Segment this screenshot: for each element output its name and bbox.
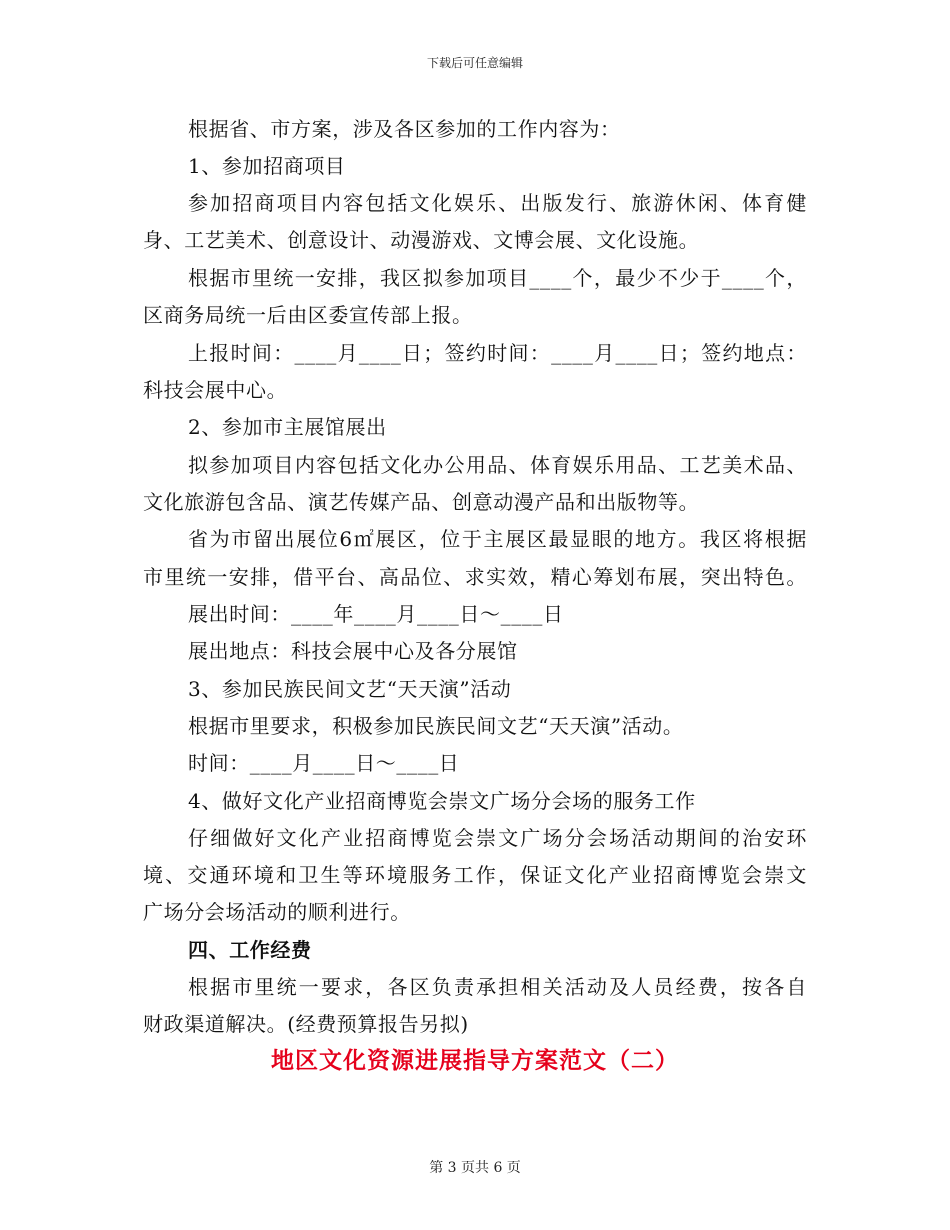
paragraph-line: 科技会展中心。 [143,378,288,402]
paragraph-line: 广场分会场活动的顺利进行。 [143,900,411,924]
paragraph-line: 参加招商项目内容包括文化娱乐、出版发行、旅游休闲、体育健 [188,191,807,215]
paragraph-line: 身、工艺美术、创意设计、动漫游戏、文博会展、文化设施。 [143,228,700,252]
paragraph-line: 境、交通环境和卫生等环境服务工作，保证文化产业招商博览会崇文 [143,863,807,887]
next-document-title: 地区文化资源进展指导方案范文（二） [271,1047,679,1074]
section-heading-3: 3、参加民族民间文艺“天天演”活动 [188,677,512,701]
paragraph-line: 区商务局统一后由区委宣传部上报。 [143,303,473,327]
paragraph-line: 根据省、市方案，涉及各区参加的工作内容为： [188,117,621,141]
page-number-footer: 第 3 页共 6 页 [429,1160,521,1176]
paragraph-line: 上报时间：____月____日；签约时间：____月____日；签约地点： [188,341,807,365]
section-heading-1: 1、参加招商项目 [188,154,346,178]
section-heading-funding: 四、工作经费 [188,938,312,962]
paragraph-line: 文化旅游包含品、演艺传媒产品、创意动漫产品和出版物等。 [143,490,700,514]
section-heading-2: 2、参加市主展馆展出 [188,415,387,439]
paragraph-line: 根据市里统一安排，我区拟参加项目____个，最少不少于____个， [188,266,807,290]
header-note: 下载后可任意编辑 [426,56,523,70]
paragraph-line: 时间：____月____日～____日 [188,751,460,775]
paragraph-line: 省为市留出展位6㎡展区，位于主展区最显眼的地方。我区将根据 [188,527,807,551]
paragraph-line: 根据市里统一要求，各区负责承担相关活动及人员经费，按各自 [188,975,807,999]
paragraph-line: 市里统一安排，借平台、高品位、求实效，精心筹划布展，突出特色。 [143,565,807,589]
paragraph-line: 拟参加项目内容包括文化办公用品、体育娱乐用品、工艺美术品、 [188,453,807,477]
section-heading-4: 4、做好文化产业招商博览会崇文广场分会场的服务工作 [188,789,696,813]
paragraph-line: 财政渠道解决。(经费预算报告另拟) [143,1012,469,1036]
paragraph-line: 展出地点：科技会展中心及各分展馆 [188,639,518,663]
paragraph-line: 展出时间：____年____月____日～____日 [188,602,564,626]
paragraph-line: 根据市里要求，积极参加民族民间文艺“天天演”活动。 [188,714,684,738]
paragraph-line: 仔细做好文化产业招商博览会崇文广场分会场活动期间的治安环 [188,826,807,850]
